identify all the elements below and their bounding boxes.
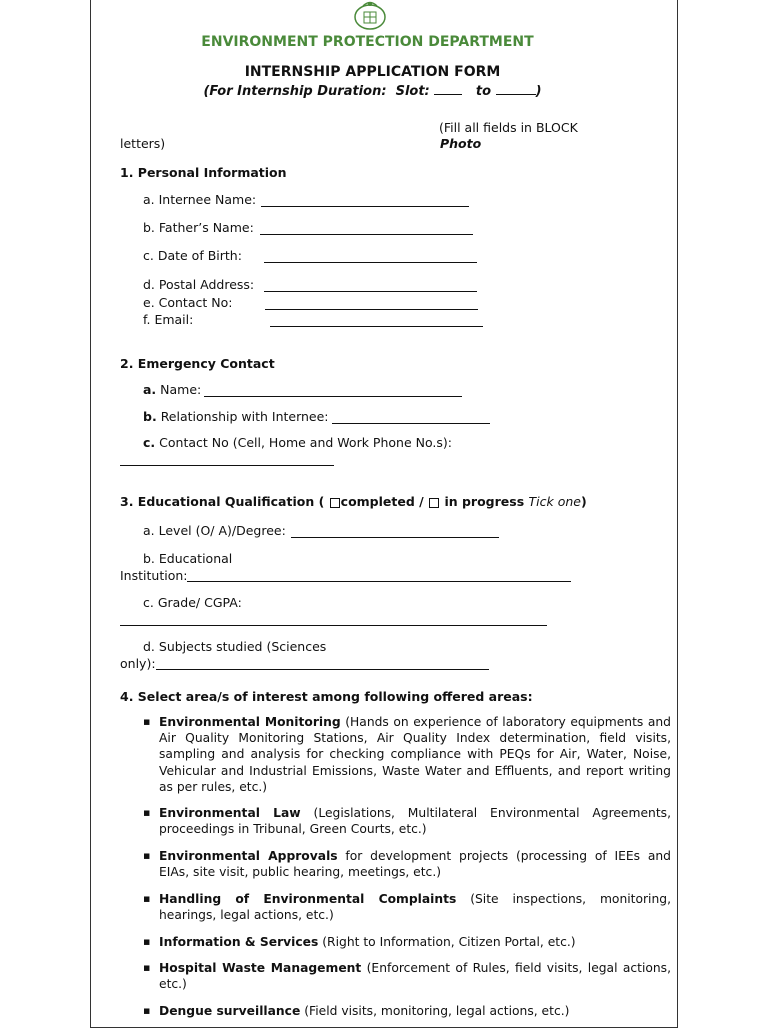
department-title: ENVIRONMENT PROTECTION DEPARTMENT [201,34,534,50]
fill-note-cont: letters) [120,136,166,151]
bullet-icon: ▪ [143,715,151,728]
interest-item: Environmental Law (Legislations, Multilateral Environmental Agreements, proceedings in Tribunal, Green Courts, etc.) [159,806,671,837]
father-name-field[interactable] [260,234,473,235]
bullet-icon: ▪ [143,961,151,974]
postal-address-field[interactable] [264,291,477,292]
internee-name-field[interactable] [261,206,469,207]
bullet-icon: ▪ [143,892,151,905]
interest-item: Hospital Waste Management (Enforcement of Rules, field visits, legal actions, etc.) [159,961,671,992]
completed-checkbox[interactable] [330,498,340,508]
dob-label: c. Date of Birth: [143,248,242,263]
emergency-name-label: a. Name: [143,382,202,397]
emergency-contact-field[interactable] [120,465,334,466]
institution-label-2: Institution: [120,568,188,583]
grade-field[interactable] [120,625,547,626]
contact-no-label: e. Contact No: [143,295,233,310]
section4-title: 4. Select area/s of interest among following offered areas: [120,689,533,704]
institution-label-1: b. Educational [143,551,233,566]
emergency-contact-label: c. Contact No (Cell, Home and Work Phone No.s): [143,435,452,450]
photo-label: Photo [440,136,482,151]
interest-item: Handling of Environmental Complaints (Site inspections, monitoring, hearings, legal actions, etc.) [159,892,671,923]
email-label: f. Email: [143,312,194,327]
internee-name-label: a. Internee Name: [143,192,257,207]
postal-address-label: d. Postal Address: [143,277,255,292]
fill-note: (Fill all fields in BLOCK [439,120,578,135]
dob-field[interactable] [264,262,477,263]
email-field[interactable] [270,326,483,327]
in-progress-checkbox[interactable] [429,498,439,508]
section3-title: 3. Educational Qualification ( completed / in progress Tick one) [120,494,587,509]
bullet-icon: ▪ [143,849,151,862]
degree-level-field[interactable] [291,537,499,538]
degree-level-label: a. Level (O/ A)/Degree: [143,523,286,538]
contact-no-field[interactable] [265,309,478,310]
bullet-icon: ▪ [143,806,151,819]
section2-title: 2. Emergency Contact [120,356,275,371]
subjects-label-2: only): [120,656,156,671]
slot-start-blank[interactable] [434,83,462,95]
bullet-icon: ▪ [143,1004,151,1017]
subjects-label-1: d. Subjects studied (Sciences [143,639,327,654]
emergency-name-field[interactable] [204,396,462,397]
interest-item: Information & Services (Right to Information, Citizen Portal, etc.) [159,935,576,949]
form-title: INTERNSHIP APPLICATION FORM [244,64,501,80]
bullet-icon: ▪ [143,935,151,948]
grade-label: c. Grade/ CGPA: [143,595,242,610]
interest-item: Dengue surveillance (Field visits, monitoring, legal actions, etc.) [159,1004,570,1018]
internship-duration: (For Internship Duration: Slot: to ) [203,84,542,99]
interest-item: Environmental Approvals for development projects (processing of IEEs and EIAs, site visit, public hearing, meetings, etc.) [159,849,671,880]
relationship-label: b. Relationship with Internee: [143,409,329,424]
interest-item: Environmental Monitoring (Hands on experience of laboratory equipments and Air Quality Monitoring Stations, Air Quality Index determination, field visits, sampling and analysis for checking compliance with PEQs for Air, Water, Noise, Vehicular and Industrial Emissions, Waste Water and Effluents, and report writing as per rules, etc.) [159,715,671,794]
government-emblem-icon [350,0,390,30]
subjects-field[interactable] [156,669,489,670]
father-name-label: b. Father’s Name: [143,220,254,235]
slot-end-blank[interactable] [496,83,536,95]
section1-title: 1. Personal Information [120,165,287,180]
relationship-field[interactable] [332,423,490,424]
institution-field[interactable] [187,581,571,582]
